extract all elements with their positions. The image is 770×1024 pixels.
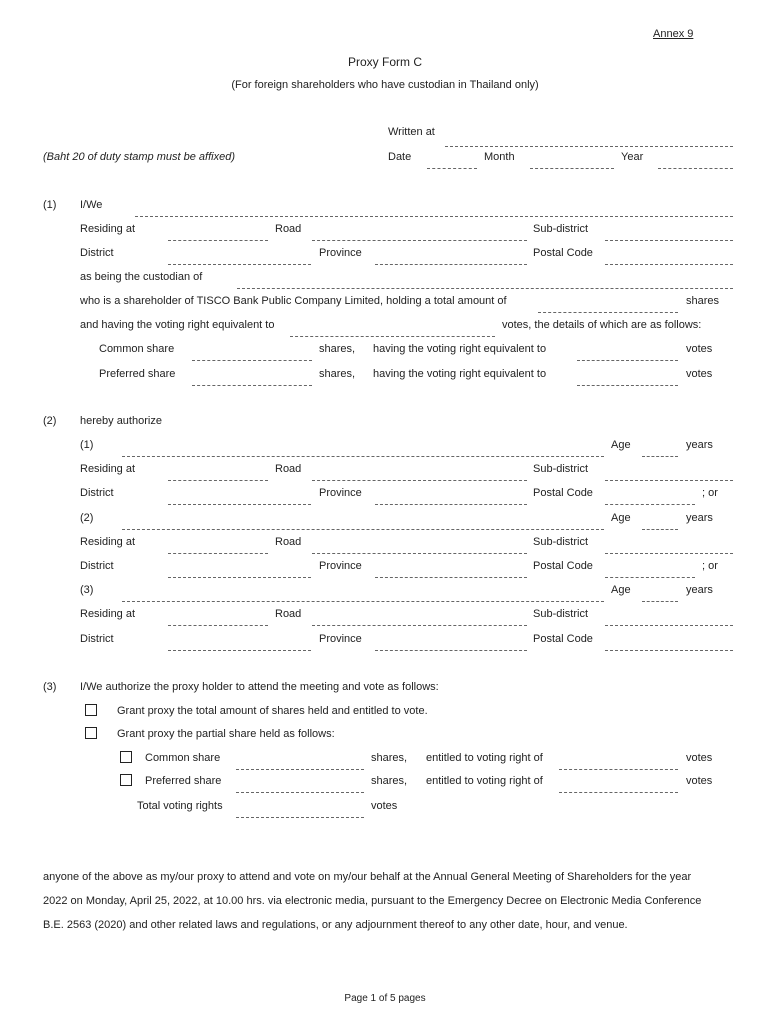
proxy-2-residing-label: Residing at: [80, 536, 136, 548]
province-label: Province: [319, 247, 362, 259]
month-field[interactable]: [530, 168, 614, 169]
partial-preferred-votes-label: votes: [686, 775, 713, 787]
preferred-shares-comma: shares,: [319, 368, 356, 380]
partial-preferred-label: Preferred share: [145, 775, 222, 787]
hereby-authorize-label: hereby authorize: [80, 415, 162, 427]
proxy-1-postal-label: Postal Code: [533, 487, 593, 499]
year-label: Year: [621, 151, 644, 163]
preferred-share-checkbox[interactable]: [120, 774, 132, 786]
proxy-1-age-field[interactable]: [642, 456, 678, 457]
proxy-2-sub-district-field[interactable]: [605, 553, 733, 554]
grant-total-label: Grant proxy the total amount of shares held and entitled to vote.: [117, 705, 428, 717]
proxy-2-postal-field[interactable]: [605, 577, 695, 578]
proxy-1-age-label: Age: [611, 439, 631, 451]
partial-preferred-votes-field[interactable]: [559, 792, 678, 793]
sub-district-label: Sub-district: [533, 223, 589, 235]
residing-at-label: Residing at: [80, 223, 136, 235]
proxy-3-age-field[interactable]: [642, 601, 678, 602]
year-field[interactable]: [658, 168, 733, 169]
partial-preferred-shares-comma: shares,: [371, 775, 408, 787]
custodian-field[interactable]: [237, 288, 733, 289]
common-votes-field[interactable]: [577, 360, 678, 361]
section-2-number: (2): [43, 415, 57, 427]
common-votes-label: votes: [686, 343, 713, 355]
proxy-1-province-label: Province: [319, 487, 362, 499]
total-votes-field[interactable]: [290, 336, 495, 337]
form-subtitle: (For foreign shareholders who have custodian in Thailand only): [231, 79, 539, 91]
partial-common-votes-field[interactable]: [559, 769, 678, 770]
form-title: Proxy Form C: [347, 55, 422, 69]
custodian-label: as being the custodian of: [80, 271, 203, 283]
proxy-1-district-label: District: [80, 487, 114, 499]
iwe-name-field[interactable]: [135, 216, 733, 217]
preferred-shares-field[interactable]: [192, 385, 312, 386]
sub-district-field[interactable]: [605, 240, 733, 241]
written-at-field[interactable]: [445, 146, 733, 147]
proxy-1-residing-label: Residing at: [80, 463, 136, 475]
section-3-number: (3): [43, 681, 57, 693]
proxy-3-district-label: District: [80, 633, 114, 645]
proxy-3-sub-district-field[interactable]: [605, 625, 733, 626]
proxy-1-province-field[interactable]: [375, 504, 527, 505]
proxy-2-residing-field[interactable]: [168, 553, 268, 554]
proxy-3-sub-district-label: Sub-district: [533, 608, 589, 620]
partial-common-entitled: entitled to voting right of: [426, 752, 543, 764]
closing-line-2: 2022 on Monday, April 25, 2022, at 10.00 hrs. via electronic media, pursuant to the Emergency Decree on Electronic Media Conference: [43, 895, 702, 907]
proxy-2-number: (2): [80, 512, 94, 524]
total-shares-field[interactable]: [538, 312, 678, 313]
residing-at-field[interactable]: [168, 240, 268, 241]
proxy-3-years-label: years: [686, 584, 713, 596]
proxy-2-age-label: Age: [611, 512, 631, 524]
closing-line-3: B.E. 2563 (2020) and other related laws and regulations, or any adjournment thereof to any other date, hour, and venue.: [43, 919, 628, 931]
proxy-3-postal-field[interactable]: [605, 650, 733, 651]
proxy-2-road-field[interactable]: [312, 553, 527, 554]
proxy-3-postal-label: Postal Code: [533, 633, 593, 645]
preferred-share-label: Preferred share: [99, 368, 176, 380]
partial-common-votes-label: votes: [686, 752, 713, 764]
proxy-2-road-label: Road: [275, 536, 302, 548]
preferred-votes-field[interactable]: [577, 385, 678, 386]
common-share-label: Common share: [99, 343, 175, 355]
voting-right-text: and having the voting right equivalent to: [80, 319, 275, 331]
proxy-3-age-label: Age: [611, 584, 631, 596]
partial-preferred-shares-field[interactable]: [236, 792, 364, 793]
proxy-3-province-field[interactable]: [375, 650, 527, 651]
proxy-3-road-label: Road: [275, 608, 302, 620]
preferred-having-voting: having the voting right equivalent to: [373, 368, 547, 380]
proxy-3-residing-label: Residing at: [80, 608, 136, 620]
date-field[interactable]: [427, 168, 477, 169]
proxy-3-province-label: Province: [319, 633, 362, 645]
proxy-3-name-field[interactable]: [122, 601, 604, 602]
common-shares-field[interactable]: [192, 360, 312, 361]
section-1-number: (1): [43, 199, 57, 211]
proxy-3-road-field[interactable]: [312, 625, 527, 626]
proxy-1-road-label: Road: [275, 463, 302, 475]
proxy-1-residing-field[interactable]: [168, 480, 268, 481]
district-label: District: [80, 247, 114, 259]
proxy-1-or: ; or: [702, 487, 718, 499]
common-having-voting: having the voting right equivalent to: [373, 343, 547, 355]
proxy-2-sub-district-label: Sub-district: [533, 536, 589, 548]
preferred-votes-label: votes: [686, 368, 713, 380]
proxy-2-or: ; or: [702, 560, 718, 572]
common-shares-comma: shares,: [319, 343, 356, 355]
proxy-1-name-field[interactable]: [122, 456, 604, 457]
proxy-1-sub-district-label: Sub-district: [533, 463, 589, 475]
proxy-2-province-field[interactable]: [375, 577, 527, 578]
shares-label: shares: [686, 295, 720, 307]
votes-details-text: votes, the details of which are as follows:: [502, 319, 702, 331]
proxy-2-district-label: District: [80, 560, 114, 572]
iwe-label: I/We: [80, 199, 103, 211]
proxy-1-years-label: years: [686, 439, 713, 451]
month-label: Month: [484, 151, 515, 163]
proxy-1-number: (1): [80, 439, 94, 451]
date-label: Date: [388, 151, 412, 163]
proxy-3-district-field[interactable]: [168, 650, 311, 651]
proxy-2-district-field[interactable]: [168, 577, 311, 578]
shareholder-text: who is a shareholder of TISCO Bank Public Company Limited, holding a total amount of: [80, 295, 507, 307]
proxy-2-age-field[interactable]: [642, 529, 678, 530]
annex-label: Annex 9: [653, 28, 694, 40]
proxy-2-province-label: Province: [319, 560, 362, 572]
partial-preferred-entitled: entitled to voting right of: [426, 775, 543, 787]
grant-total-checkbox[interactable]: [85, 704, 97, 716]
postal-code-label: Postal Code: [533, 247, 593, 259]
proxy-1-road-field[interactable]: [312, 480, 527, 481]
common-share-checkbox[interactable]: [120, 751, 132, 763]
page-footer: Page 1 of 5 pages: [344, 993, 426, 1004]
written-at-label: Written at: [388, 126, 435, 138]
partial-common-shares-field[interactable]: [236, 769, 364, 770]
authorize-intro: I/We authorize the proxy holder to attend the meeting and vote as follows:: [80, 681, 439, 693]
proxy-1-sub-district-field[interactable]: [605, 480, 733, 481]
stamp-note: (Baht 20 of duty stamp must be affixed): [43, 151, 235, 163]
closing-line-1: anyone of the above as my/our proxy to attend and vote on my/our behalf at the Annual General Meeting of Shareholders for the year: [43, 871, 692, 883]
total-voting-label: Total voting rights: [137, 800, 223, 812]
grant-partial-checkbox[interactable]: [85, 727, 97, 739]
proxy-1-postal-field[interactable]: [605, 504, 695, 505]
proxy-2-name-field[interactable]: [122, 529, 604, 530]
postal-code-field[interactable]: [605, 264, 733, 265]
proxy-2-postal-label: Postal Code: [533, 560, 593, 572]
proxy-2-years-label: years: [686, 512, 713, 524]
partial-common-shares-comma: shares,: [371, 752, 408, 764]
road-label: Road: [275, 223, 302, 235]
proxy-1-district-field[interactable]: [168, 504, 311, 505]
proxy-3-residing-field[interactable]: [168, 625, 268, 626]
proxy-3-number: (3): [80, 584, 94, 596]
total-voting-votes-label: votes: [371, 800, 398, 812]
total-voting-field[interactable]: [236, 817, 364, 818]
road-field[interactable]: [312, 240, 527, 241]
grant-partial-label: Grant proxy the partial share held as follows:: [117, 728, 335, 740]
district-field[interactable]: [168, 264, 311, 265]
partial-common-label: Common share: [145, 752, 221, 764]
province-field[interactable]: [375, 264, 527, 265]
